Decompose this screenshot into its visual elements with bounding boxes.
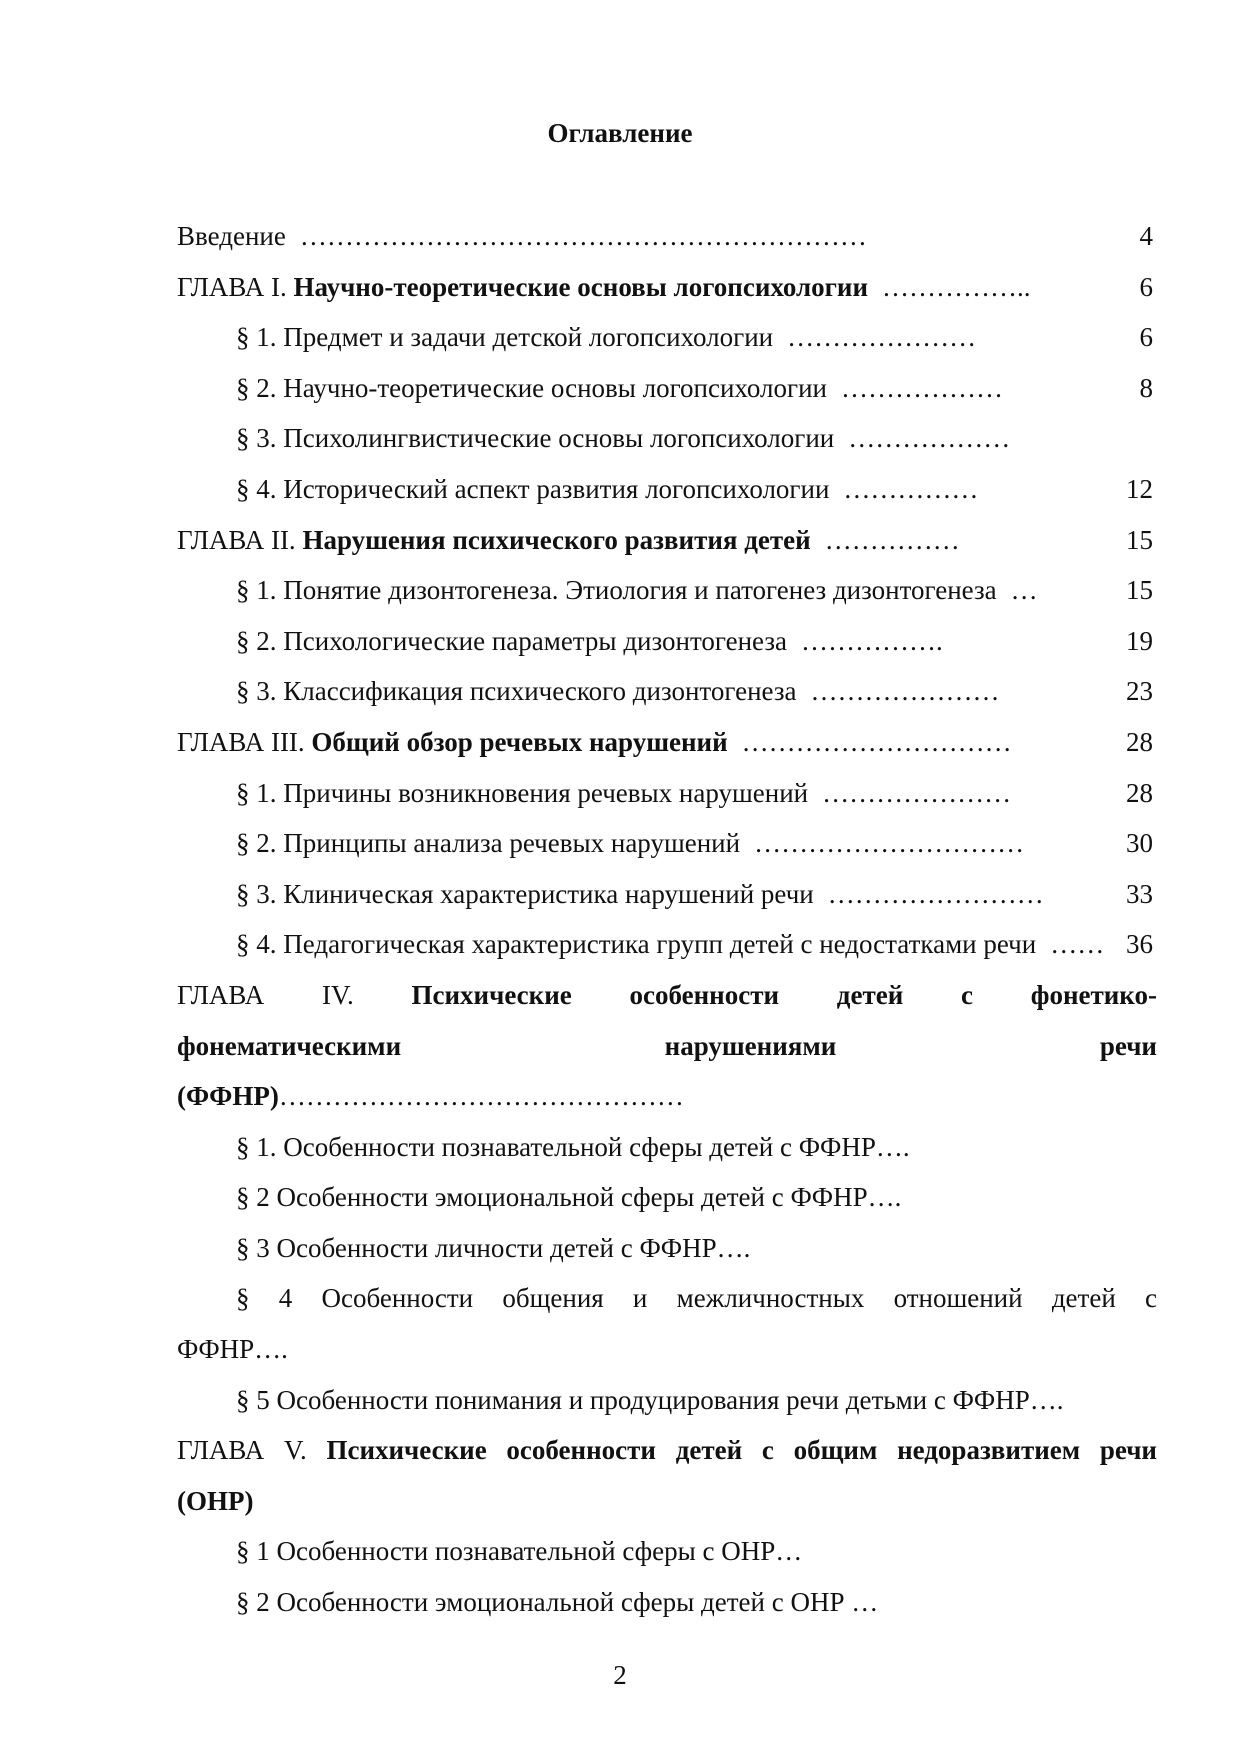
entry-page-number: 15: [1126, 575, 1153, 606]
toc-section-entry[interactable]: § 3 Особенности личности детей с ФФНР….: [236, 1232, 751, 1263]
entry-label: § 4. Исторический аспект развития логопсихологии: [236, 473, 830, 504]
table-of-contents: [177, 211, 1157, 1628]
entry-label: § 1. Предмет и задачи детской логопсихологии: [236, 322, 774, 353]
toc-section-entry[interactable]: [177, 616, 1157, 667]
entry-title: (ФФНР): [177, 1081, 279, 1112]
entry-label: ГЛАВА II.: [177, 524, 303, 555]
toc-section-entry[interactable]: [177, 464, 1157, 515]
toc-section-entry[interactable]: [177, 919, 1157, 970]
entry-label: § 2. Научно-теоретические основы логопсихологии: [236, 372, 827, 403]
entry-title: Общий обзор речевых нарушений: [311, 726, 728, 757]
toc-chapter-5-line[interactable]: [177, 1476, 1157, 1527]
toc-section-entry[interactable]: [177, 1273, 1157, 1324]
toc-section-entry[interactable]: [177, 869, 1157, 920]
entry-label: ГЛАВА V.: [177, 1435, 327, 1466]
entry-page-number: 36: [1126, 929, 1153, 960]
entry-leader-dots: ……: [1050, 929, 1105, 960]
entry-leader-dots: ……………: [843, 473, 979, 504]
entry-page-number: 28: [1126, 777, 1153, 808]
entry-page-number: 33: [1126, 878, 1153, 909]
entry-page-number: 28: [1126, 726, 1153, 757]
entry-text: [177, 211, 286, 262]
entry-leader-dots: ……………: [824, 524, 960, 555]
toc-section-entry[interactable]: [177, 768, 1157, 819]
toc-chapter-4-line[interactable]: [177, 970, 1157, 1021]
entry-leader-dots: ……………………: [827, 878, 1044, 909]
entry-title: фонематическими нарушениями речи: [177, 1030, 1157, 1061]
toc-chapter-5-line[interactable]: [177, 1425, 1157, 1476]
entry-page-number: 23: [1126, 676, 1153, 707]
entry-title: (ОНР): [177, 1485, 254, 1516]
toc-chapter-4-line[interactable]: [177, 1021, 1157, 1072]
entry-page-number: 19: [1126, 625, 1153, 656]
toc-section-entry[interactable]: [177, 413, 1157, 464]
entry-leader-dots: …………………: [822, 777, 1012, 808]
toc-section-entry[interactable]: § 1. Особенности познавательной сферы детей с ФФНР….: [236, 1131, 910, 1162]
entry-page-number: 4: [1139, 221, 1153, 251]
toc-section-entry[interactable]: § 5 Особенности понимания и продуцирования речи детьми с ФФНР….: [236, 1384, 1064, 1415]
page-number: 2: [613, 1660, 627, 1690]
entry-leader-dots: ………………: [848, 423, 1011, 454]
entry-label: § 1. Понятие дизонтогенеза. Этиология и патогенез дизонтогенеза: [236, 575, 997, 606]
entry-label: § 2. Принципы анализа речевых нарушений: [236, 828, 741, 859]
entry-leader-dots: …………………: [810, 676, 1000, 707]
entry-page-number: 6: [1139, 271, 1153, 302]
toc-section-entry[interactable]: § 2 Особенности эмоциональной сферы детей с ОНР …: [236, 1587, 879, 1618]
entry-label: § 4. Педагогическая характеристика групп детей с недостатками речи: [236, 929, 1037, 960]
entry-text: [236, 818, 740, 869]
entry-label: § 1. Причины возникновения речевых нарушений: [236, 777, 809, 808]
entry-text: [236, 616, 787, 667]
entry-page-number: 30: [1126, 828, 1153, 859]
entry-text: [236, 312, 773, 363]
entry-label: Введение: [177, 221, 286, 251]
entry-title: Нарушения психического развития детей: [302, 524, 811, 555]
entry-page-number: 6: [1139, 322, 1153, 353]
entry-leader-dots: ………………: [840, 372, 1003, 403]
toc-section-entry[interactable]: [177, 818, 1157, 869]
entry-leader-dots: …………………: [787, 322, 977, 353]
entry-page-number: 15: [1126, 524, 1153, 555]
entry-text: [236, 869, 814, 920]
toc-section-entry[interactable]: § 2 Особенности эмоциональной сферы детей с ФФНР….: [236, 1182, 902, 1213]
toc-section-entry[interactable]: [177, 565, 1157, 616]
toc-chapter-4-line[interactable]: [177, 1071, 1157, 1122]
entry-title: Психические особенности детей с общим недоразвитием речи: [326, 1435, 1157, 1466]
entry-label: § 3. Классификация психического дизонтогенеза: [236, 676, 797, 707]
toc-section-entry[interactable]: [177, 312, 1157, 363]
entry-text: [177, 717, 728, 768]
entry-leader-dots: ………………………………………………………: [299, 221, 867, 251]
toc-chapter-entry[interactable]: [177, 262, 1157, 313]
entry-page-number: 12: [1126, 473, 1153, 504]
entry-text: [236, 464, 829, 515]
entry-title: Психические особенности детей с фонетико-: [411, 979, 1157, 1010]
entry-text: [236, 413, 834, 464]
entry-leader-dots: …………………………: [741, 726, 1012, 757]
toc-chapter-entry[interactable]: [177, 515, 1157, 566]
entry-label: § 2. Психологические параметры дизонтогенеза: [236, 625, 788, 656]
entry-leader-dots: …………….: [801, 625, 943, 656]
toc-chapter-entry[interactable]: [177, 211, 1157, 262]
entry-leader-dots: …………………………: [754, 828, 1025, 859]
entry-text: [236, 919, 1036, 970]
toc-section-entry[interactable]: [177, 363, 1157, 414]
entry-label: ГЛАВА III.: [177, 726, 312, 757]
entry-title: Научно-теоретические основы логопсихологии: [293, 271, 869, 302]
entry-text: [236, 666, 797, 717]
entry-page-number: [1123, 413, 1157, 464]
entry-label: ГЛАВА I.: [177, 271, 294, 302]
entry-text: [236, 565, 997, 616]
toc-section-entry-continued[interactable]: ФФНР….: [177, 1334, 288, 1365]
entry-text: [236, 363, 827, 414]
toc-title: Оглавление: [547, 118, 693, 148]
entry-leader-dots: ……………..: [882, 271, 1031, 302]
toc-section-entry[interactable]: § 1 Особенности познавательной сферы с ОНР…: [236, 1536, 803, 1567]
entry-text: [177, 262, 868, 313]
entry-label: ГЛАВА IV.: [177, 979, 354, 1010]
entry-text: [177, 515, 811, 566]
entry-label: § 3. Психолингвистические основы логопсихологии: [236, 423, 835, 454]
entry-label: § 3. Клиническая характеристика нарушений речи: [236, 878, 814, 909]
entry-leader-dots: …: [1010, 575, 1038, 606]
entry-leader-dots: ………………………………………: [278, 1081, 684, 1112]
entry-text: § 4 Особенности общения и межличностных отношений детей с: [236, 1283, 1157, 1314]
toc-chapter-entry[interactable]: [177, 717, 1157, 768]
entry-text: [236, 768, 808, 819]
toc-section-entry[interactable]: [177, 666, 1157, 717]
entry-page-number: 8: [1139, 372, 1153, 403]
